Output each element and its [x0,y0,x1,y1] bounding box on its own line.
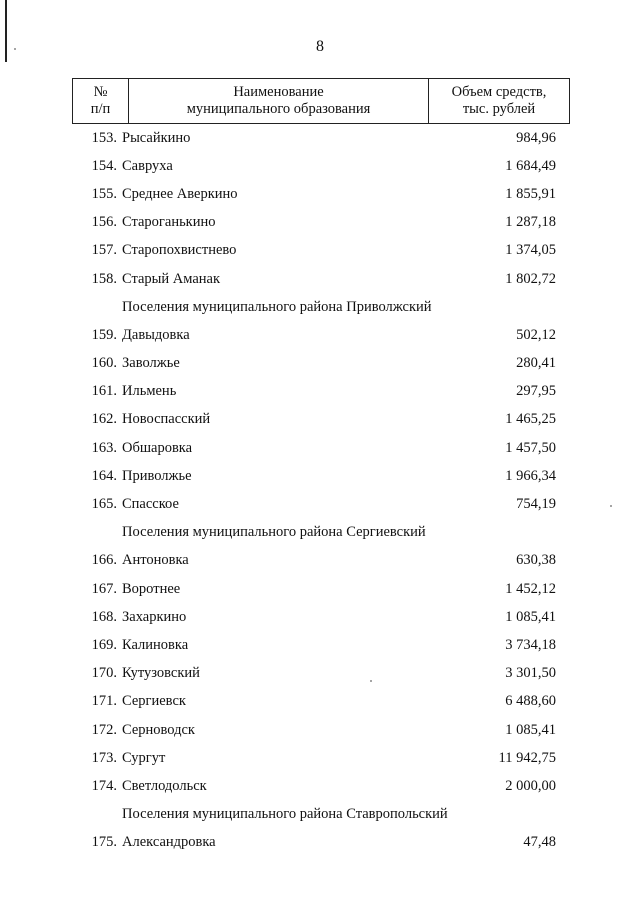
table-row [72,547,570,575]
row-number: 166. [91,552,117,569]
municipality-name: Воротнее [122,580,181,597]
funds-value: 1 085,41 [505,721,556,738]
row-number: 156. [91,214,117,231]
row-number: 165. [91,496,117,513]
table-row [72,603,570,631]
section-row [72,801,570,829]
row-number: 163. [91,439,117,456]
table-row [72,180,570,208]
funds-value: 11 942,75 [498,749,556,766]
row-number: 155. [91,185,117,202]
funds-value: 1 452,12 [505,580,556,597]
row-number: 175. [91,834,117,851]
table-row [72,829,570,857]
row-number: 161. [91,383,117,400]
row-number: 158. [91,270,117,287]
funds-value: 1 374,05 [505,242,556,259]
table-row [72,265,570,293]
row-number: 153. [91,129,117,146]
row-number: 169. [91,636,117,653]
funds-value: 1 966,34 [505,467,556,484]
table-row [72,631,570,659]
municipality-name: Антоновка [122,552,189,569]
header-name-line2: муниципального образования [186,101,371,117]
funds-value: 502,12 [516,326,556,343]
header-name-line1: Наименование [233,84,324,100]
row-number: 164. [91,467,117,484]
table-body [72,124,570,857]
header-number-line2: п/п [90,101,111,117]
funds-value: 6 488,60 [505,693,556,710]
row-number: 159. [91,326,117,343]
municipality-name: Захаркино [122,608,187,625]
funds-value: 1 684,49 [505,157,556,174]
table-row [72,124,570,152]
municipality-name: Среднее Аверкино [122,185,238,202]
municipality-name: Сергиевск [122,693,186,710]
municipality-name: Староганькино [122,214,216,231]
section-title: Поселения муниципального района Сергиевский [122,524,426,541]
funds-value: 2 000,00 [505,777,556,794]
table-row [72,575,570,603]
row-number: 167. [91,580,117,597]
funds-value: 1 802,72 [505,270,556,287]
table-row [72,434,570,462]
row-number: 174. [91,777,117,794]
funds-value: 3 301,50 [505,665,556,682]
funds-value: 280,41 [516,355,556,372]
table-row [72,152,570,180]
header-number [73,79,129,123]
scan-speck [610,505,612,507]
row-number: 157. [91,242,117,259]
row-number: 162. [91,411,117,428]
page-number: 8 [316,38,324,55]
funds-value: 1 287,18 [505,214,556,231]
municipality-name: Новоспасский [122,411,211,428]
table-row [72,406,570,434]
section-title: Поселения муниципального района Приволжский [122,298,432,315]
funds-value: 3 734,18 [505,636,556,653]
municipality-name: Калиновка [122,636,189,653]
row-number: 173. [91,749,117,766]
municipality-name: Спасское [122,496,179,513]
header-volume-line1: Объем средств, [451,84,547,100]
funds-value: 297,95 [516,383,556,400]
funds-value: 984,96 [516,129,556,146]
header-name [129,79,429,123]
funds-value: 47,48 [523,834,556,851]
municipality-name: Обшаровка [122,439,193,456]
funds-value: 1 465,25 [505,411,556,428]
table-row [72,378,570,406]
table-row [72,237,570,265]
section-title: Поселения муниципального района Ставропольский [122,806,448,823]
table-row [72,716,570,744]
municipality-name: Приволжье [122,467,192,484]
municipality-name: Ильмень [122,383,177,400]
table-row [72,660,570,688]
municipality-name: Старопохвистнево [122,242,237,259]
funds-value: 1 855,91 [505,185,556,202]
header-number-line1: № [93,84,108,100]
municipality-name: Старый Аманак [122,270,221,287]
funds-value: 1 457,50 [505,439,556,456]
header-volume [429,79,569,123]
table-row [72,462,570,490]
funds-value: 754,19 [516,496,556,513]
table-row [72,490,570,518]
section-row [72,519,570,547]
funds-value: 1 085,41 [505,608,556,625]
funds-value: 630,38 [516,552,556,569]
municipality-name: Кутузовский [122,665,200,682]
municipality-name: Рысайкино [122,129,191,146]
municipality-name: Сургут [122,749,166,766]
table-row [72,772,570,800]
municipality-name: Давыдовка [122,326,190,343]
municipality-name: Александровка [122,834,216,851]
row-number: 170. [91,665,117,682]
row-number: 172. [91,721,117,738]
table-row [72,744,570,772]
table-row [72,688,570,716]
allocation-table [72,78,570,857]
municipality-name: Светлодольск [122,777,207,794]
municipality-name: Савруха [122,157,173,174]
header-volume-line2: тыс. рублей [462,101,536,117]
row-number: 160. [91,355,117,372]
table-row [72,321,570,349]
row-number: 168. [91,608,117,625]
table-header [72,78,570,124]
row-number: 171. [91,693,117,710]
municipality-name: Заволжье [122,355,180,372]
table-row [72,209,570,237]
table-row [72,350,570,378]
section-row [72,293,570,321]
municipality-name: Серноводск [122,721,195,738]
row-number: 154. [91,157,117,174]
